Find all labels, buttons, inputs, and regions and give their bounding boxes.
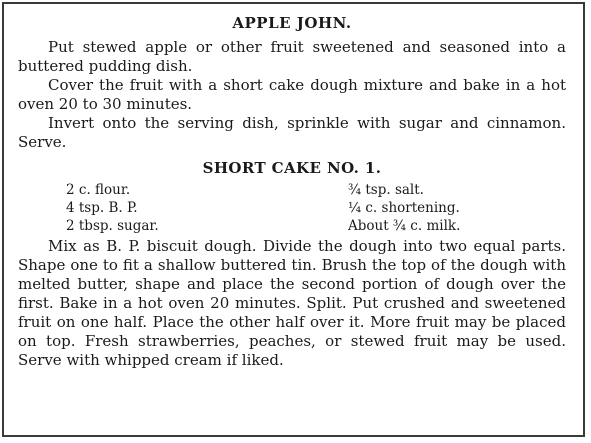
ingredient-column-right xyxy=(336,181,536,235)
recipe-step: Invert onto the serving dish, sprinkle with sugar and cinnamon. Serve. xyxy=(18,114,566,151)
ingredient-item: About ¾ c. milk. xyxy=(348,218,461,234)
ingredient-list xyxy=(66,181,566,235)
ingredient-item: ¼ c. shortening. xyxy=(348,200,460,216)
ingredient-column-left xyxy=(66,181,336,235)
recipe-title-apple-john: APPLE JOHN. xyxy=(232,14,352,32)
recipe-method: Mix as B. P. biscuit dough. Divide the dough into two equal parts. Shape one to fit a shallow buttered tin. Brush the top of the dough with melted butter, shape and place the second portion of dough over the first. Bake in a hot oven 20 minutes. Split. Put crushed and sweetened fruit on one half. Place the other half over it. More fruit may be placed on top. Fresh strawberries, peaches, or stewed fruit may be used. Serve with whipped cream if liked. xyxy=(18,237,566,369)
ingredient-item: 4 tsp. B. P. xyxy=(66,200,138,216)
recipe-step: Put stewed apple or other fruit sweetened and seasoned into a buttered pudding dish. xyxy=(18,38,566,75)
recipe-step: Cover the fruit with a short cake dough mixture and bake in a hot oven 20 to 30 minutes. xyxy=(18,76,566,113)
recipe-page xyxy=(18,14,566,370)
ingredient-item: 2 tbsp. sugar. xyxy=(66,218,159,234)
ingredient-item: 2 c. flour. xyxy=(66,182,131,198)
ingredient-item: ¾ tsp. salt. xyxy=(348,182,424,198)
recipe-title-short-cake: SHORT CAKE NO. 1. xyxy=(202,159,382,177)
